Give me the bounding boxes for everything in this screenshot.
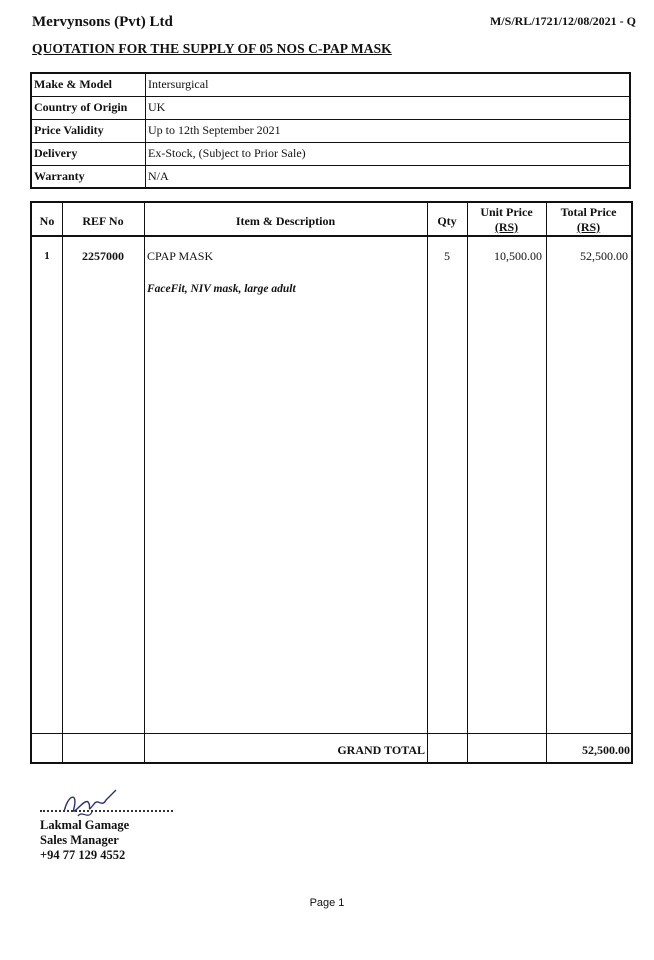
info-key: Warranty [32, 166, 146, 187]
signatory-phone: +94 77 129 4552 [40, 848, 126, 862]
grand-total-value: 52,500.00 [582, 743, 630, 757]
header-qty: Qty [437, 214, 457, 228]
row-qty: 5 [444, 249, 450, 263]
info-row-price-validity [32, 120, 629, 143]
signature-line [40, 810, 173, 812]
column-divider [144, 203, 145, 762]
info-key: Delivery [32, 143, 146, 165]
header-no: No [39, 214, 55, 228]
header-total-price-currency: (RS) [576, 220, 601, 234]
signatory-block [40, 818, 129, 863]
header-divider [32, 235, 631, 237]
quotation-title: QUOTATION FOR THE SUPPLY OF 05 NOS C-PAP MASK [32, 41, 392, 56]
product-info-table [30, 72, 631, 189]
row-total-price: 52,500.00 [580, 249, 628, 263]
info-value: N/A [148, 169, 169, 183]
column-divider [427, 203, 428, 762]
header-item-description: Item & Description [235, 214, 336, 228]
info-value: Ex-Stock, (Subject to Prior Sale) [148, 146, 306, 160]
header-total-price: Total Price [560, 205, 617, 219]
info-key: Country of Origin [32, 97, 146, 119]
info-row-make-model [32, 74, 629, 97]
info-key: Price Validity [32, 120, 146, 142]
items-table [30, 201, 633, 764]
header-unit-price: Unit Price [480, 205, 533, 219]
signatory-role: Sales Manager [40, 833, 119, 847]
company-name: Mervynsons (Pvt) Ltd [32, 14, 173, 30]
column-divider [62, 203, 63, 762]
grand-total-label: GRAND TOTAL [337, 743, 425, 757]
info-row-delivery [32, 143, 629, 166]
header-ref-no: REF No [82, 214, 124, 228]
row-item: CPAP MASK [147, 249, 214, 263]
column-divider [467, 203, 468, 762]
info-row-warranty [32, 166, 629, 187]
info-value: UK [148, 100, 166, 114]
row-unit-price: 10,500.00 [494, 249, 542, 263]
column-divider [546, 203, 547, 762]
row-description: FaceFit, NIV mask, large adult [147, 283, 296, 295]
document-reference: M/S/RL/1721/12/08/2021 - Q [489, 14, 636, 28]
info-value: Intersurgical [148, 77, 209, 91]
row-ref-no: 2257000 [82, 249, 124, 263]
total-divider [32, 733, 631, 734]
info-row-country-of-origin [32, 97, 629, 120]
page-number: Page 1 [309, 897, 345, 909]
info-key: Make & Model [32, 74, 146, 96]
row-no: 1 [44, 250, 50, 262]
info-value: Up to 12th September 2021 [148, 123, 281, 137]
header-unit-price-currency: (RS) [494, 220, 519, 234]
signatory-name: Lakmal Gamage [40, 818, 130, 832]
